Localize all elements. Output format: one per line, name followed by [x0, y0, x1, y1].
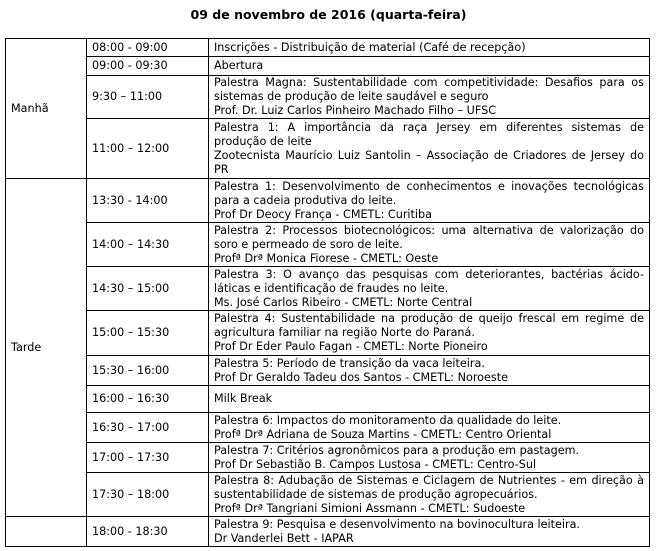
table-row: [6, 57, 650, 76]
activity-title: Palestra 6: Impactos do monitoramento da qualidade do leite.: [214, 413, 562, 427]
time-cell: 16:30 – 17:00: [87, 413, 209, 443]
table-row: [6, 267, 650, 311]
table-row: [6, 356, 650, 386]
table-row: [6, 473, 650, 517]
table-row: [6, 386, 650, 413]
activity-speaker: Ms. José Carlos Ribeiro - CMETL: Norte Central: [214, 295, 473, 309]
activity-title: Inscrições - Distribuição de material (Café de recepção): [214, 40, 526, 54]
activity-speaker: Prof. Dr. Luiz Carlos Pinheiro Machado Filho – UFSC: [214, 104, 497, 117]
activity-cell: [209, 386, 650, 413]
activity-speaker: Prof Dr Sebastião B. Campos Lustosa - CMETL: Centro-Sul: [214, 457, 537, 471]
time-cell: 15:00 – 15:30: [87, 311, 209, 356]
activity-cell: [209, 443, 650, 473]
activity-title: Palestra 3: O avanço das pesquisas com deteriorantes, bactérias ácido-láticas e identificação de fraudes no leite.: [214, 267, 644, 295]
activity-title: Palestra 1: Desenvolvimento de conhecimentos e inovações tecnológicas para a cadeia produtiva do leite.: [214, 179, 644, 207]
activity-speaker: Profª Drª Adriana de Souza Martins - CMETL: Centro Oriental: [214, 427, 552, 441]
activity-speaker: Prof Dr Deocy França - CMETL: Curitiba: [214, 207, 432, 221]
activity-title: Abertura: [214, 59, 264, 72]
table-row: [6, 443, 650, 473]
activity-title: Palestra 1: A importância da raça Jersey em diferentes sistemas de produção de leite: [214, 120, 644, 148]
table-row: [6, 517, 650, 547]
activity-title: Palestra 2: Processos biotecnológicos: uma alternativa de valorização do soro e permeado de soro de leite.: [214, 223, 644, 251]
table-row: [6, 223, 650, 267]
table-row: [6, 413, 650, 443]
time-cell: 13:30 - 14:00: [87, 179, 209, 223]
time-cell: 18:00 - 18:30: [87, 517, 209, 547]
period-cell-afternoon: Tarde: [6, 179, 87, 517]
activity-title: Palestra 9: Pesquisa e desenvolvimento na bovinocultura leiteira.: [214, 517, 580, 531]
time-cell: 9:30 – 11:00: [87, 76, 209, 119]
activity-cell: [209, 517, 650, 547]
activity-title: Palestra 7: Critérios agronômicos para a produção em pastagem.: [214, 443, 580, 457]
time-cell: 09:00 - 09:30: [87, 57, 209, 76]
time-cell: 17:30 – 18:00: [87, 473, 209, 517]
activity-speaker: Prof Dr Geraldo Tadeu dos Santos - CMETL: Noroeste: [214, 370, 509, 384]
table-row: [6, 311, 650, 356]
time-cell: 17:00 – 17:30: [87, 443, 209, 473]
period-cell-evening: [6, 517, 87, 547]
activity-title: Palestra 4: Sustentabilidade na produção de queijo frescal em regime de agricultura familiar na região Norte do Paraná.: [214, 312, 644, 339]
time-cell: 08:00 - 09:00: [87, 39, 209, 57]
activity-cell: [209, 267, 650, 311]
activity-cell: [209, 413, 650, 443]
activity-cell: [209, 223, 650, 267]
activity-cell: [209, 356, 650, 386]
activity-cell: [209, 119, 650, 179]
page-title: 09 de novembro de 2016 (quarta-feira): [190, 7, 467, 22]
table-row: [6, 76, 650, 119]
time-cell: 14:00 – 14:30: [87, 223, 209, 267]
activity-speaker: Zootecnista Maurício Luiz Santolin – Associação de Criadores de Jersey do PR: [214, 148, 644, 176]
schedule-table: [5, 38, 650, 547]
activity-title: Palestra Magna: Sustentabilidade com competitividade: Desafios para os sistemas de produção de leite saudável e seguro: [214, 76, 644, 103]
activity-cell: [209, 179, 650, 223]
activity-title: Palestra 8: Adubação de Sistemas e Ciclagem de Nutrientes - em direção à sustentabilidade de sistemas de produção agropecuários.: [214, 473, 644, 501]
time-cell: 11:00 – 12:00: [87, 119, 209, 179]
activity-title: Milk Break: [214, 392, 273, 405]
activity-speaker: Dr Vanderlei Bett - IAPAR: [214, 531, 354, 545]
activity-speaker: Profª Drª Tangriani Simioni Assmann - CMETL: Sudoeste: [214, 501, 526, 515]
activity-speaker: Profª Drª Monica Fiorese - CMETL: Oeste: [214, 251, 439, 265]
table-row: [6, 179, 650, 223]
table-row: [6, 39, 650, 57]
period-cell-morning: Manhã: [6, 39, 87, 179]
table-row: [6, 119, 650, 179]
activity-cell: [209, 311, 650, 356]
activity-cell: [209, 39, 650, 57]
time-cell: 15:30 – 16:00: [87, 356, 209, 386]
activity-cell: [209, 57, 650, 76]
activity-cell: [209, 76, 650, 119]
activity-speaker: Prof Dr Eder Paulo Fagan - CMETL: Norte Pioneiro: [214, 340, 488, 353]
activity-cell: [209, 473, 650, 517]
time-cell: 14:30 – 15:00: [87, 267, 209, 311]
time-cell: 16:00 – 16:30: [87, 386, 209, 413]
activity-title: Palestra 5: Período de transição da vaca leiteira.: [214, 356, 485, 370]
